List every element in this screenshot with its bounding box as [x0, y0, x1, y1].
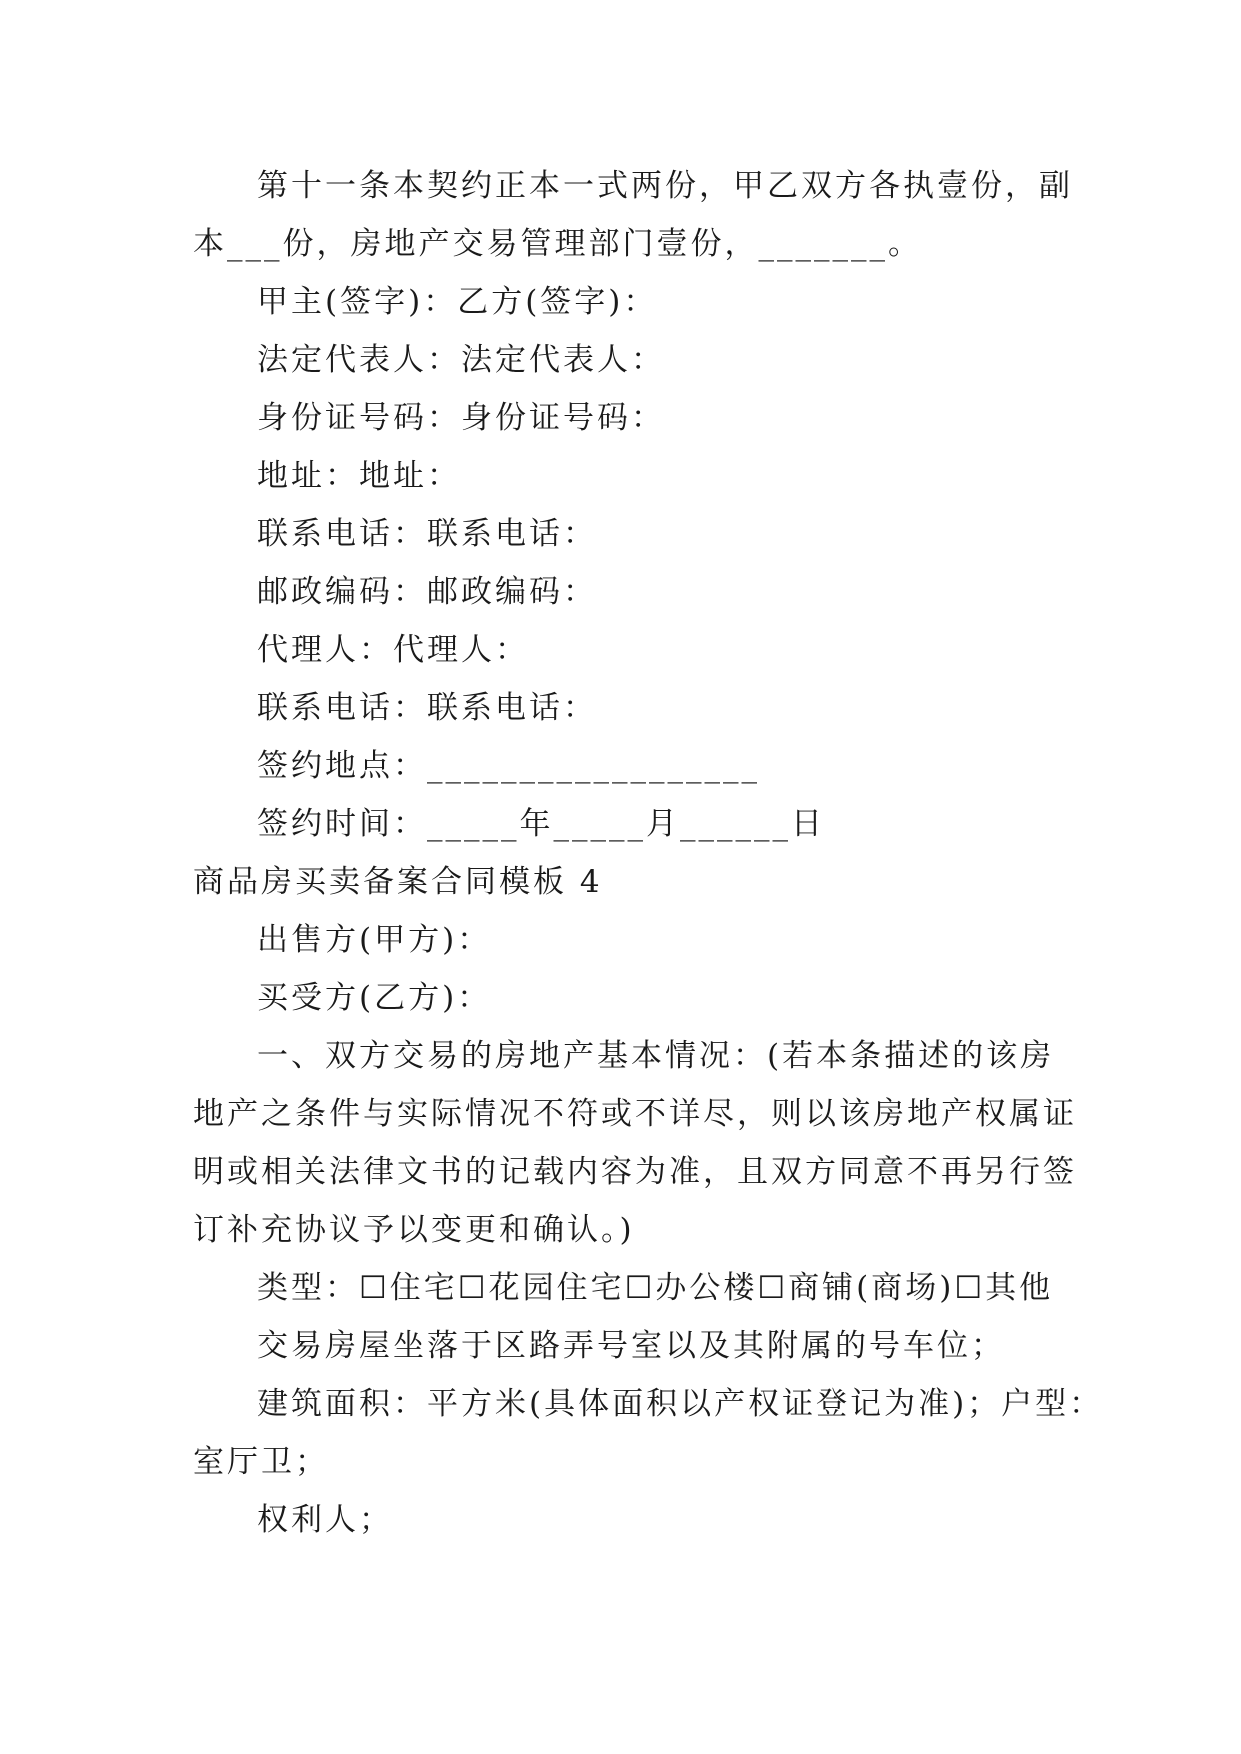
document-page — [193, 157, 1104, 1549]
phone-line: 联系电话：联系电话： — [257, 516, 597, 552]
agent-phone-line: 联系电话：联系电话： — [257, 690, 597, 726]
article-1-line-1: 一、双方交易的房地产基本情况：(若本条描述的该房 — [257, 1038, 1055, 1074]
id-number-line: 身份证号码：身份证号码： — [257, 400, 665, 436]
floor-area-line-1: 建筑面积：平方米(具体面积以产权证登记为准)；户型： — [257, 1386, 1104, 1422]
clause-11-line-2: 本___份，房地产交易管理部门壹份，_______。 — [193, 226, 922, 262]
property-type-line: 类型：☐住宅☐花园住宅☐办公楼☐商铺(商场)☐其他 — [257, 1270, 1054, 1306]
agent-line: 代理人：代理人： — [257, 632, 529, 668]
clause-11-line-1: 第十一条本契约正本一式两份，甲乙双方各执壹份，副 — [257, 168, 1073, 204]
address-line: 地址：地址： — [257, 458, 461, 494]
signing-date-line: 签约时间：_____年_____月______日 — [257, 806, 825, 842]
signing-place-line: 签约地点：__________________ — [257, 748, 760, 784]
article-1-line-3: 明或相关法律文书的记载内容为准，且双方同意不再另行签 — [193, 1154, 1077, 1190]
buyer-line: 买受方(乙方)： — [257, 980, 492, 1016]
seller-line: 出售方(甲方)： — [257, 922, 492, 958]
owner-line: 权利人； — [257, 1502, 393, 1538]
article-1-line-2: 地产之条件与实际情况不符或不详尽，则以该房地产权属证 — [193, 1096, 1077, 1132]
postal-code-line: 邮政编码：邮政编码： — [257, 574, 597, 610]
section-heading: 商品房买卖备案合同模板 4 — [193, 864, 603, 900]
article-1-line-4: 订补充协议予以变更和确认。) — [193, 1212, 635, 1248]
property-location-line: 交易房屋坐落于区路弄号室以及其附属的号车位； — [257, 1328, 1005, 1364]
party-a-signature-line: 甲主(签字)：乙方(签字)： — [257, 284, 658, 320]
floor-area-line-2: 室厅卫； — [193, 1444, 329, 1480]
legal-representative-line: 法定代表人：法定代表人： — [257, 342, 665, 378]
